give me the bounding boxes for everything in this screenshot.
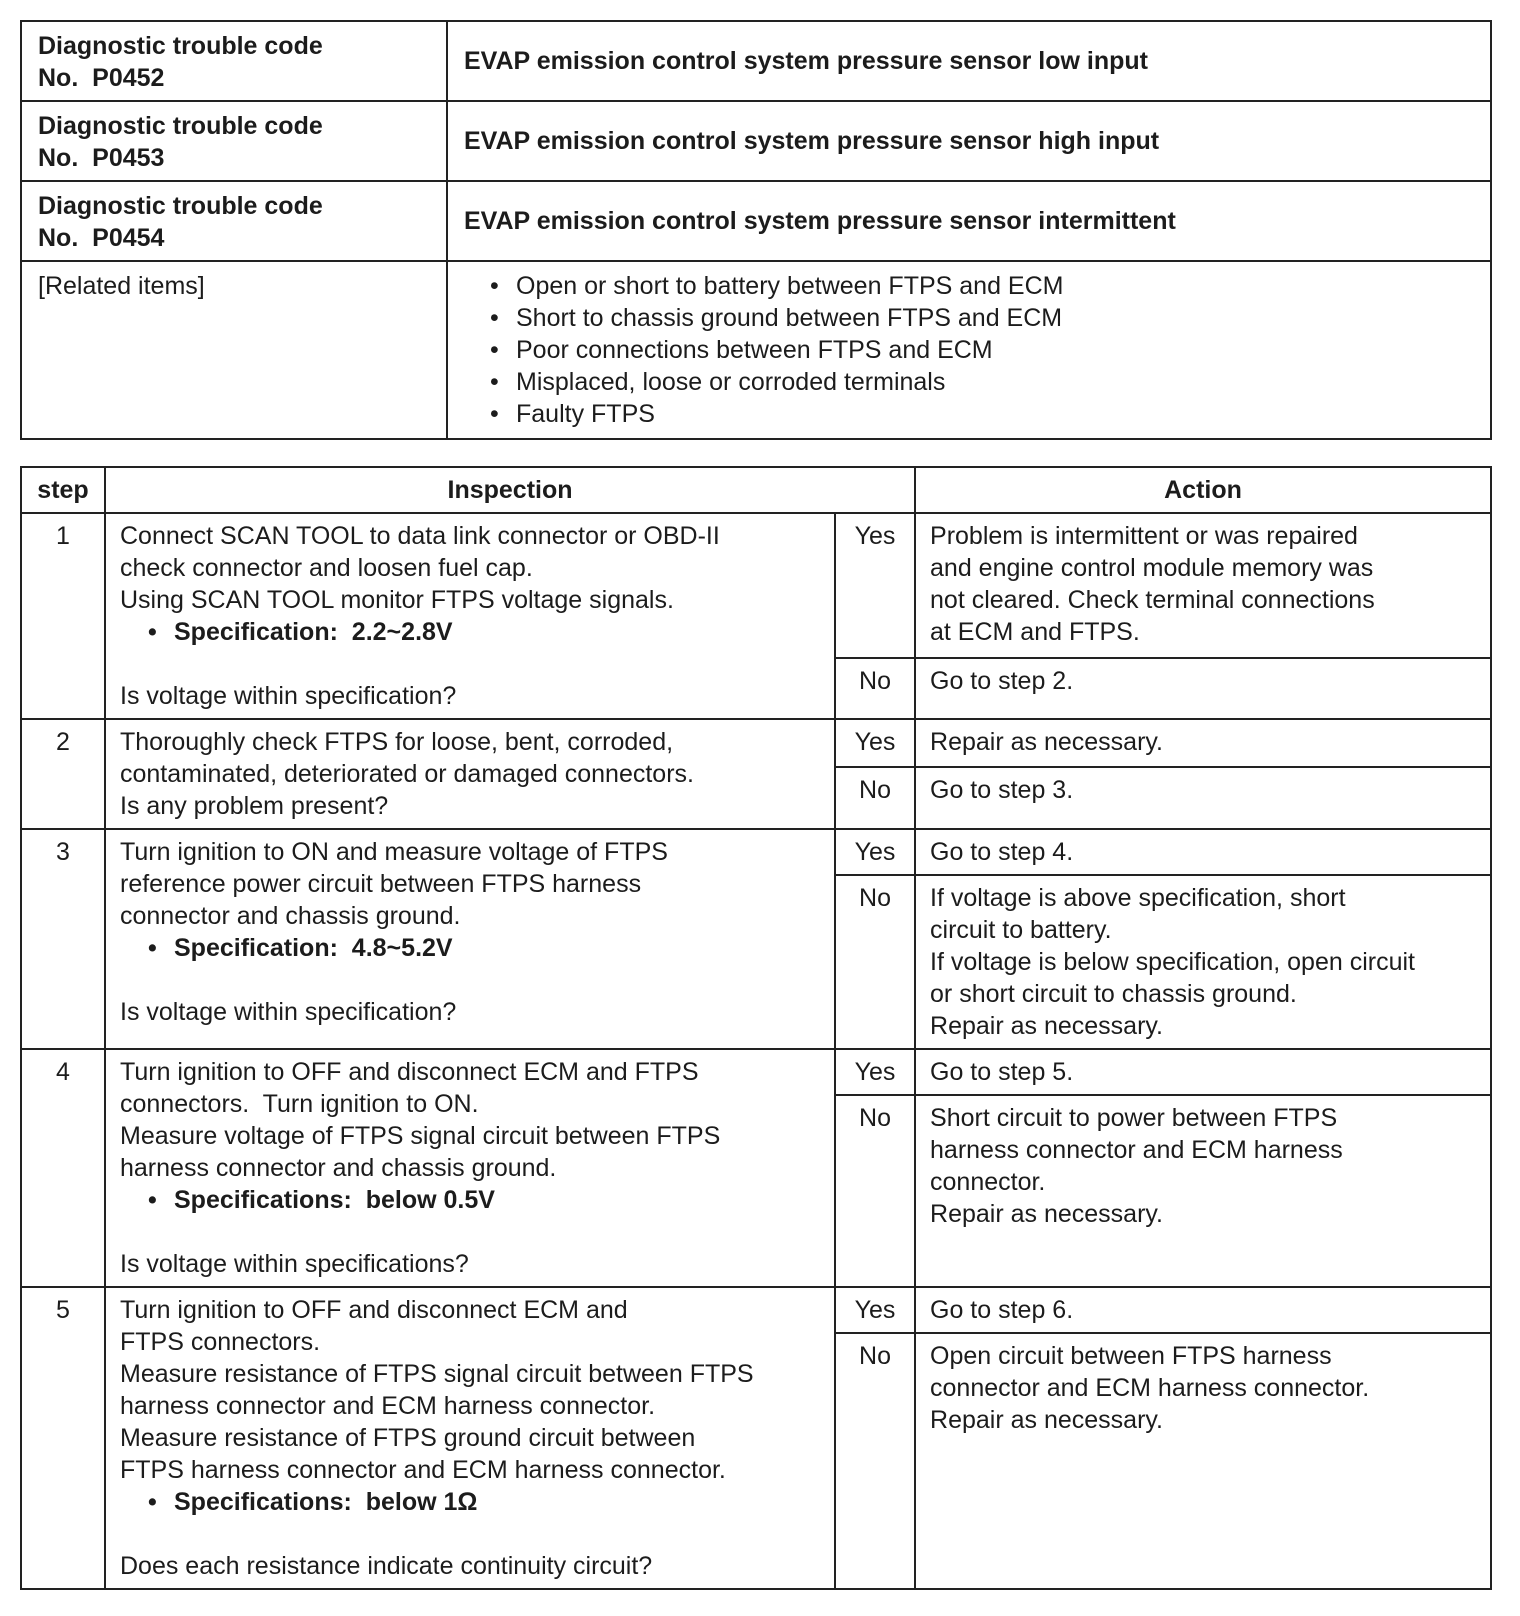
step-inspection [105,829,835,1049]
action-line: or short circuit to chassis ground. [930,980,1297,1008]
dtc-description: EVAP emission control system pressure sensor high input [447,101,1491,181]
no-label: No [835,1095,915,1287]
bullet-icon: • [148,934,157,962]
action-line: and engine control module memory was [930,554,1374,582]
action-line: Go to step 2. [930,666,1074,695]
action-line: Problem is intermittent or was repaired [930,522,1358,550]
bullet-icon: • [148,1186,157,1214]
related-items-list [486,270,1474,430]
dtc-label: Diagnostic trouble code [38,112,323,140]
inspection-question: Is voltage within specification? [120,998,457,1026]
action-line: Go to step 3. [930,775,1074,804]
inspection-question: Is voltage within specification? [120,682,457,710]
action-line: If voltage is above specification, short [930,884,1346,912]
step-inspection [105,719,835,829]
dtc-code-cell [21,21,447,101]
inspection-line: connectors. Turn ignition to ON. [120,1090,479,1118]
dtc-number: No. P0452 [38,64,165,92]
diagnostic-steps-table [20,466,1492,1590]
inspection-line: Turn ignition to ON and measure voltage of FTPS [120,838,668,866]
inspection-line: Thoroughly check FTPS for loose, bent, corroded, [120,728,674,756]
inspection-line: reference power circuit between FTPS harness [120,870,642,898]
no-action [915,658,1491,719]
inspection-line: harness connector and ECM harness connector. [120,1392,656,1420]
inspection-question: Is voltage within specifications? [120,1250,469,1278]
yes-label: Yes [835,1287,915,1333]
action-line: harness connector and ECM harness [930,1136,1343,1164]
related-items-cell [447,261,1491,439]
yes-action [915,1287,1491,1333]
specification [120,1486,820,1518]
dtc-description: EVAP emission control system pressure sensor intermittent [447,181,1491,261]
inspection-line: check connector and loosen fuel cap. [120,554,533,582]
step-row [21,513,1491,658]
step-number: 1 [21,513,105,719]
yes-action [915,719,1491,767]
action-line: circuit to battery. [930,916,1112,944]
action-line: Go to step 4. [930,838,1074,866]
action-line: Go to step 5. [930,1058,1074,1086]
specification [120,616,820,648]
no-action [915,1333,1491,1589]
dtc-number: No. P0454 [38,224,165,252]
inspection-line: Connect SCAN TOOL to data link connector or OBD-II [120,522,720,550]
step-row [21,719,1491,767]
yes-action [915,829,1491,875]
yes-action [915,1049,1491,1095]
dtc-row [21,101,1491,181]
related-item: • Poor connections between FTPS and ECM [486,334,1474,366]
no-label: No [835,767,915,829]
dtc-number: No. P0453 [38,144,165,172]
action-line: Go to step 6. [930,1296,1074,1324]
no-action [915,875,1491,1049]
step-number: 2 [21,719,105,829]
dtc-code-cell [21,181,447,261]
step-inspection [105,1049,835,1287]
inspection-line: Measure voltage of FTPS signal circuit between FTPS [120,1122,721,1150]
specification [120,932,820,964]
action-line: connector and ECM harness connector. [930,1374,1370,1402]
step-number: 4 [21,1049,105,1287]
action-line: Repair as necessary. [930,1200,1163,1228]
dtc-table [20,20,1492,440]
action-line: If voltage is below specification, open circuit [930,948,1415,976]
related-items-label: [Related items] [21,261,447,439]
step-column-header: step [21,467,105,513]
action-line: Repair as necessary. [930,1406,1163,1434]
bullet-icon: • [148,1488,157,1516]
inspection-line: FTPS harness connector and ECM harness connector. [120,1456,726,1484]
action-line: Repair as necessary. [930,1012,1163,1040]
yes-label: Yes [835,829,915,875]
action-column-header: Action [915,467,1491,513]
inspection-question: Does each resistance indicate continuity circuit? [120,1552,653,1580]
no-label: No [835,1333,915,1589]
yes-label: Yes [835,513,915,658]
yes-label: Yes [835,719,915,767]
inspection-line: harness connector and chassis ground. [120,1154,557,1182]
no-action [915,1095,1491,1287]
bullet-icon: • [148,618,157,646]
action-line: Repair as necessary. [930,728,1163,756]
action-line: connector. [930,1168,1046,1196]
yes-action [915,513,1491,658]
no-label: No [835,875,915,1049]
related-item: • Open or short to battery between FTPS and ECM [486,270,1474,302]
specification [120,1184,820,1216]
step-row [21,829,1491,875]
specification-text: Specifications: below 0.5V [174,1186,495,1214]
inspection-line: Using SCAN TOOL monitor FTPS voltage signals. [120,586,674,614]
dtc-label: Diagnostic trouble code [38,192,323,220]
dtc-row [21,21,1491,101]
dtc-label: Diagnostic trouble code [38,32,323,60]
inspection-line: Turn ignition to OFF and disconnect ECM and FTPS [120,1058,699,1086]
action-line: at ECM and FTPS. [930,618,1140,646]
inspection-line: FTPS connectors. [120,1328,321,1356]
step-inspection [105,1287,835,1589]
steps-header-row [21,467,1491,513]
related-item: • Misplaced, loose or corroded terminals [486,366,1474,398]
related-item: • Faulty FTPS [486,398,1474,430]
related-item: • Short to chassis ground between FTPS and ECM [486,302,1474,334]
dtc-description: EVAP emission control system pressure sensor low input [447,21,1491,101]
dtc-row [21,181,1491,261]
related-items-row [21,261,1491,439]
inspection-line: Is any problem present? [120,792,389,820]
yes-label: Yes [835,1049,915,1095]
inspection-column-header: Inspection [105,467,915,513]
specification-text: Specification: 4.8~5.2V [174,934,453,962]
step-number: 5 [21,1287,105,1589]
inspection-line: Measure resistance of FTPS signal circuit between FTPS [120,1360,754,1388]
inspection-line: connector and chassis ground. [120,902,461,930]
action-line: Open circuit between FTPS harness [930,1342,1332,1370]
step-number: 3 [21,829,105,1049]
dtc-code-cell [21,101,447,181]
action-line: Short circuit to power between FTPS [930,1104,1338,1132]
specification-text: Specification: 2.2~2.8V [174,618,453,646]
no-label: No [835,658,915,719]
no-action [915,767,1491,829]
specification-text: Specifications: below 1Ω [174,1488,478,1516]
inspection-line: contaminated, deteriorated or damaged connectors. [120,760,694,788]
step-row [21,1049,1491,1095]
inspection-line: Turn ignition to OFF and disconnect ECM and [120,1296,628,1324]
action-line: not cleared. Check terminal connections [930,586,1375,614]
inspection-line: Measure resistance of FTPS ground circuit between [120,1424,696,1452]
step-inspection [105,513,835,719]
step-row [21,1287,1491,1333]
